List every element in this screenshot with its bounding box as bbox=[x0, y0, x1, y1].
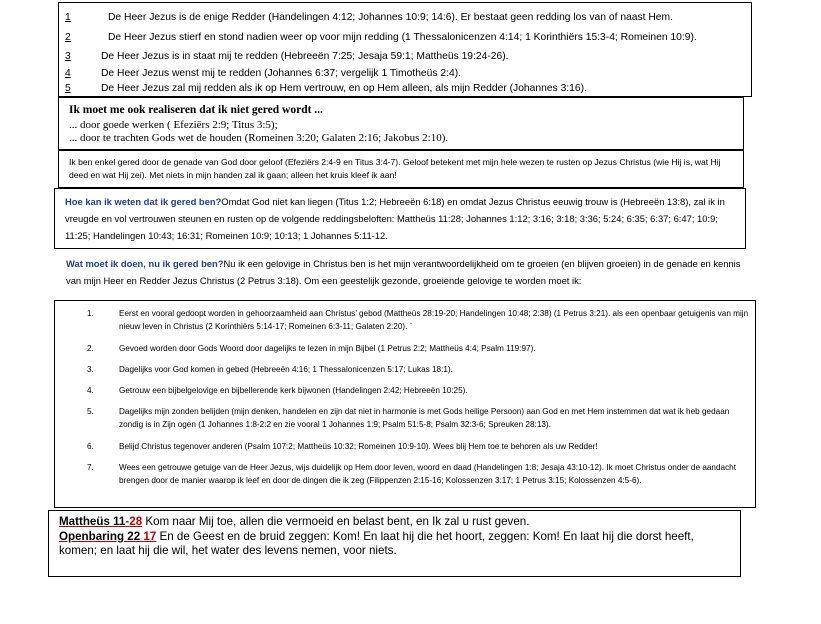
intro-box bbox=[58, 2, 752, 97]
realise-line: ... door goede werken ( Efeziërs 2:9; Titus 3:5); bbox=[69, 119, 278, 131]
verse-book: Openbaring 22 bbox=[59, 530, 144, 543]
intro-text: De Heer Jezus is de enige Redder (Handelingen 4:12; Johannes 10:9; 14:6). Er bestaat geen redding los van of naast Hem. bbox=[108, 12, 673, 23]
intro-number: 4 bbox=[65, 68, 71, 79]
intro-row bbox=[65, 31, 697, 44]
verse-separator: - bbox=[125, 515, 130, 528]
verse-number: 28 bbox=[129, 515, 143, 528]
step-number: 3. bbox=[87, 365, 94, 374]
intro-number: 2 bbox=[65, 32, 71, 43]
verse-number: 17 bbox=[143, 530, 157, 543]
growth-text: Nu ik een gelovige in Christus ben is het mijn verantwoordelijkheid om te groeien (en blijven groeien) in de genade en kennis van mijn Heer en Redder Jezus Christus (2 Petrus 3:18). Om een geestelijk gezonde, groeiende gelovige te worden moet ik: bbox=[66, 258, 741, 286]
intro-row bbox=[65, 67, 461, 80]
step-text: Wees een getrouwe getuige van de Heer Jezus, wijs duidelijk op Hem door leven, woord en daad (Handelingen 1:8; Jesaja 43:10-12). Ik moet Christus onder de aandacht brengen door de manier waarop ik leef en door de dingen die ik zeg (Filippenzen 2:15-16; Kolossenzen 3:17; 1 Petrus 3:15; Kolossenzen 4:5-6). bbox=[119, 463, 737, 485]
intro-row bbox=[65, 82, 587, 95]
verse-book: Mattheüs 11 bbox=[59, 515, 126, 528]
assurance-text: Omdat God niet kan liegen (Titus 1:2; Hebreeën 6:18) en omdat Jezus Christus eeuwig trouw is (Hebreeën 13:8), zal ik in vreugde en vol vertrouwen steunen en rusten op de volgende reddingsbeloften: Mattheüs 11:28; Johannes 1:12; 3:16; 3:18; 3:36; 5:24; 6:35; 6:37; 6:47; 10:9; 11:25; Handelingen 10:43; 16:31; Romeinen 10:9; 10:13; 1 Johannes 5:11-12. bbox=[65, 196, 725, 241]
growth-paragraph bbox=[66, 256, 744, 289]
intro-text: De Heer Jezus wenst mij te redden (Johannes 6:37; vergelijk 1 Timotheüs 2:4). bbox=[101, 68, 461, 79]
verse-line bbox=[59, 515, 734, 529]
verse-text: Kom naar Mij toe, allen die vermoeid en belast bent, en Ik zal u rust geven. bbox=[142, 515, 530, 528]
step-text: Dagelijks mijn zonden belijden (mijn denken, handelen en zijn dat niet in harmonie is met Gods heilige Persoon) aan God en met Hem instemmen dat wat ik heb gedaan zondig is in Zijn ogen (1 Johannes 1:8-2:2 en zie vooral 1 Johannes 1:9; Psalm 51:5-8; Psalm 32:3-6; Spreuken 28:13). bbox=[119, 407, 730, 429]
grace-text: Ik ben enkel gered door de genade van God door geloof (Efeziërs 2:4-9 en Titus 3:4-7). Geloof betekent met mijn hele wezen te rusten op Jezus Christus (wie Hij is, wat Hij deed en wat Hij zei). Met niets in mijn handen zal ik gaan; alleen het kruis kleef ik aan! bbox=[69, 157, 721, 180]
step-number: 5. bbox=[87, 407, 94, 416]
intro-text: De Heer Jezus is in staat mij te redden (Hebreeën 7:25; Jesaja 59:1; Mattheüs 19:24-26). bbox=[101, 51, 509, 62]
step-text: Belijd Christus tegenover anderen (Psalm 107:2; Mattheüs 10:32; Romeinen 10:9-10). Wees blij Hem toe te behoren als uw Redder! bbox=[119, 442, 598, 451]
intro-text: De Heer Jezus stierf en stond nadien weer op voor mijn redding (1 Thessalonicenzen 4:14; 1 Korinthiërs 15:3-4; Romeinen 10:9). bbox=[108, 32, 697, 43]
intro-text: De Heer Jezus zal mij redden als ik op Hem vertrouw, en op Hem alleen, als mijn Redder (Johannes 3:16). bbox=[101, 83, 587, 94]
grace-box bbox=[58, 150, 744, 188]
intro-number: 1 bbox=[65, 12, 71, 23]
intro-row bbox=[65, 11, 673, 24]
step-text: Getrouw een bijbelgelovige en bijbellerende kerk bijwonen (Handelingen 2:42; Hebreeën 10:25). bbox=[119, 386, 468, 395]
verse-line bbox=[59, 530, 734, 558]
realise-heading: Ik moet me ook realiseren dat ik niet gered wordt ... bbox=[69, 104, 323, 116]
step-number: 4. bbox=[87, 386, 94, 395]
realise-line: ... door te trachten Gods wet de houden (Romeinen 3:20; Galaten 2:16; Jakobus 2:10). bbox=[69, 132, 449, 144]
assurance-question: Hoe kan ik weten dat ik gered ben? bbox=[65, 196, 222, 207]
step-text: Eerst en vooral gedoopt worden in gehoorzaamheid aan Christus’ gebod (Mattheüs 28:19-20; Handelingen 10:48; 2:38) (1 Petrus 3:21). als een openbaar getuigenis van mijn nieuw leven in Christus (2 Korinthiërs 5:14-17; Romeinen 6:3-11; Galaten 2:20). ` bbox=[119, 309, 749, 331]
growth-question: Wat moet ik doen, nu ik gered ben? bbox=[66, 258, 224, 269]
steps-box bbox=[54, 300, 756, 508]
growth-block bbox=[58, 250, 744, 305]
intro-number: 5 bbox=[65, 83, 71, 94]
intro-row bbox=[65, 50, 509, 63]
step-number: 2. bbox=[87, 344, 94, 353]
realise-box bbox=[58, 97, 744, 150]
step-number: 7. bbox=[87, 463, 94, 472]
step-number: 1. bbox=[87, 309, 94, 318]
verse-reference[interactable] bbox=[59, 530, 156, 543]
verse-reference[interactable] bbox=[59, 515, 142, 528]
verses-box bbox=[48, 510, 741, 577]
intro-number: 3 bbox=[65, 51, 71, 62]
assurance-paragraph bbox=[65, 193, 739, 244]
step-text: Dagelijks voor God komen in gebed (Hebreeën 4:16; 1 Thessalonicenzen 5:17; Lukas 18:1). bbox=[119, 365, 453, 374]
step-text: Gevoed worden door Gods Woord door dagelijks te lezen in mijn Bijbel (1 Petrus 2:2; Mattheüs 4:4; Psalm 119:97). bbox=[119, 344, 536, 353]
step-number: 6. bbox=[87, 442, 94, 451]
assurance-box bbox=[54, 188, 746, 249]
verse-text: En de Geest en de bruid zeggen: Kom! En laat hij die het hoort, zeggen: Kom! En laat hij die dorst heeft, komen; en laat hij die wil, het water des levens nemen, voor niets. bbox=[59, 530, 694, 557]
